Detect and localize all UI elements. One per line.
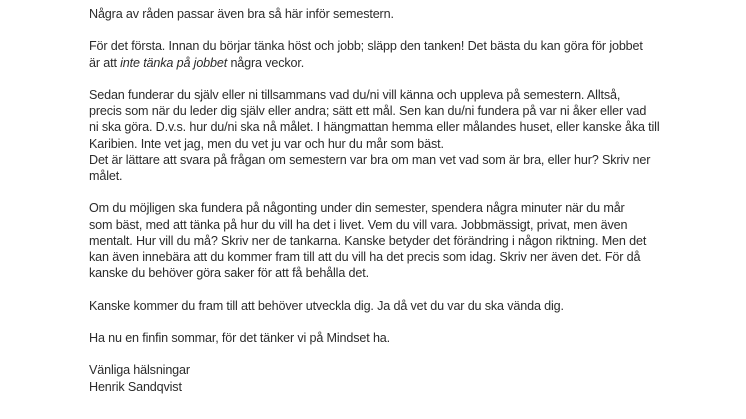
paragraph-2-line-2: precis som när du leder dig själv eller andra; sätt ett mål. Sen kan du/ni fundera på var ni åker eller vad [89, 104, 647, 119]
intro-line: Några av råden passar även bra så här inför semestern. [89, 7, 394, 21]
paragraph-2-line-1: Sedan funderar du själv eller ni tillsammans vad du/ni vill känna och uppleva på semestern. Alltså, [89, 87, 621, 102]
paragraph-1-line-2-post: några veckor. [227, 55, 305, 70]
paragraph-4: Kanske kommer du fram till att behöver utveckla dig. Ja då vet du var du ska vända dig. [89, 298, 564, 313]
paragraph-2-line-3: ni ska göra. D.v.s. hur du/ni ska nå målet. I hängmattan hemma eller målandes huset, eller kanske åka till [89, 120, 660, 135]
paragraph-1-line-1: För det första. Innan du börjar tänka höst och jobb; släpp den tanken! Det bästa du kan göra för jobbet [89, 39, 643, 54]
paragraph-spacer [89, 22, 739, 38]
paragraph-5: Ha nu en finfin sommar, för det tänker vi på Mindset ha. [89, 330, 391, 345]
paragraph-3-line-1: Om du möjligen ska fundera på någonting under din semester, spendera några minuter när du mår [89, 201, 625, 216]
paragraph-spacer [89, 184, 739, 200]
paragraph-3-line-5: kanske du behöver göra saker för att få behålla det. [89, 266, 369, 281]
signature-name: Henrik Sandqvist [89, 379, 182, 394]
paragraph-spacer [89, 71, 739, 87]
paragraph-spacer [89, 346, 739, 362]
paragraph-2 [89, 87, 739, 184]
paragraph-1 [89, 38, 739, 70]
paragraph-3-line-3: mentalt. Hur vill du må? Skriv ner de tankarna. Kanske betyder det förändring i någon riktning. Men det [89, 233, 647, 248]
paragraph-3-line-4: kan även innebära att du kommer fram till att du vill ha det precis som idag. Skriv ner även det. För då [89, 250, 641, 264]
paragraph-1-line-2-pre: är att [89, 55, 121, 70]
paragraph-3-line-2: som bäst, med att tänka på hur du vill ha det i livet. Vem du vill vara. Jobbmässigt, privat, men även [89, 217, 628, 232]
paragraph-2-line-5: Det är lättare att svara på frågan om semestern var bra om man vet vad som är bra, eller hur? Skriv ner [89, 152, 651, 167]
closing-line: Vänliga hälsningar [89, 363, 190, 378]
letter-body [89, 6, 739, 395]
paragraph-spacer [89, 314, 739, 330]
paragraph-2-line-6: målet. [89, 169, 123, 183]
paragraph-3 [89, 200, 739, 281]
paragraph-2-line-4: Karibien. Inte vet jag, men du vet ju var och hur du mår som bäst. [89, 136, 444, 151]
paragraph-spacer [89, 281, 739, 297]
emphasis-text: inte tänka på jobbet [120, 55, 228, 70]
paragraph-1-line-2 [89, 55, 739, 71]
